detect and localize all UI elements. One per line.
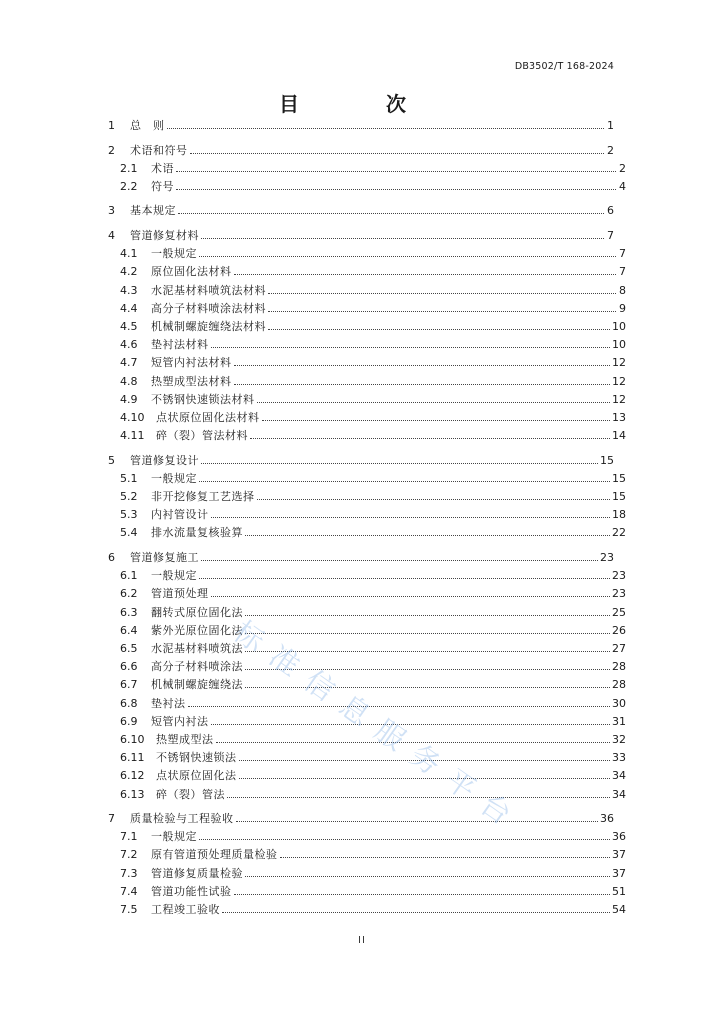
toc-leader-dots <box>234 384 611 385</box>
toc-entry-number: 1 <box>108 119 115 132</box>
toc-entry[interactable] <box>108 677 626 691</box>
toc-entry-title: 一般规定 <box>151 471 197 485</box>
toc-entry-page: 15 <box>600 453 614 467</box>
toc-entry-title: 碎（裂）管法材料 <box>156 429 248 443</box>
toc-entry-title: 管道修复质量检验 <box>151 866 243 880</box>
toc-entry-title: 点状原位固化法 <box>156 769 237 783</box>
toc-entry-number: 4.8 <box>120 374 138 388</box>
toc-entry-page: 12 <box>612 374 626 388</box>
toc-entry-number: 7.2 <box>120 848 138 862</box>
toc-entry[interactable] <box>108 246 626 260</box>
toc-entry-page: 34 <box>612 787 626 801</box>
toc-leader-dots <box>188 706 611 707</box>
toc-entry-page: 10 <box>612 338 626 352</box>
toc-entry[interactable] <box>108 118 614 132</box>
toc-entry-number: 4.2 <box>120 265 138 279</box>
toc-leader-dots <box>257 402 611 403</box>
toc-entry-page: 12 <box>612 392 626 406</box>
toc-entry-number: 4.9 <box>120 392 138 406</box>
toc-entry-page: 27 <box>612 641 626 655</box>
toc-entry-title: 管道修复施工 <box>130 550 199 564</box>
toc-entry-page: 4 <box>619 179 626 193</box>
toc-entry-number: 6.13 <box>120 787 145 801</box>
toc-entry-page: 1 <box>607 119 614 132</box>
toc-leader-dots <box>234 365 611 366</box>
toc-leader-dots <box>234 894 611 895</box>
toc-entry[interactable] <box>108 428 626 442</box>
toc-entry-page: 8 <box>619 283 626 297</box>
toc-entry[interactable] <box>108 884 626 898</box>
toc-entry-number: 4.11 <box>120 429 145 443</box>
toc-leader-dots <box>178 213 604 214</box>
toc-entry[interactable] <box>108 768 626 782</box>
toc-leader-dots <box>211 596 611 597</box>
toc-leader-dots <box>201 238 604 239</box>
toc-entry-number: 6.2 <box>120 587 138 601</box>
toc-entry-title: 管道功能性试验 <box>151 884 232 898</box>
toc-leader-dots <box>245 669 610 670</box>
toc-entry[interactable] <box>108 902 626 916</box>
toc-entry-page: 36 <box>612 830 626 844</box>
toc-entry-page: 23 <box>612 569 626 583</box>
toc-entry-title: 非开挖修复工艺选择 <box>151 490 255 503</box>
toc-entry-number: 5 <box>108 453 115 467</box>
toc-entry-title: 一般规定 <box>151 830 197 844</box>
toc-entry-page: 9 <box>619 301 626 315</box>
toc-entry-number: 5.4 <box>120 526 138 540</box>
toc-entry-title: 翻转式原位固化法 <box>151 605 243 619</box>
toc-entry-page: 36 <box>600 812 614 825</box>
toc-entry-title: 机械制螺旋缠绕法材料 <box>151 319 266 333</box>
toc-entry[interactable] <box>108 392 626 406</box>
toc-entry[interactable] <box>108 750 626 764</box>
toc-entry-number: 6.10 <box>120 732 145 746</box>
toc-entry-number: 5.2 <box>120 490 138 503</box>
toc-entry-page: 10 <box>612 319 626 333</box>
toc-entry[interactable] <box>108 507 626 521</box>
toc-entry-number: 4.5 <box>120 319 138 333</box>
toc-entry-title: 垫衬法 <box>151 696 186 710</box>
toc-entry-number: 6.8 <box>120 696 138 710</box>
toc-leader-dots <box>245 876 610 877</box>
toc-entry[interactable] <box>108 489 626 503</box>
toc-leader-dots <box>211 724 611 725</box>
toc-entry[interactable] <box>108 161 626 175</box>
toc-leader-dots <box>222 912 610 913</box>
toc-entry-page: 2 <box>619 161 626 175</box>
toc-entry[interactable] <box>108 228 614 242</box>
toc-entry-page: 13 <box>612 410 626 424</box>
toc-leader-dots <box>245 633 610 634</box>
toc-entry-title: 机械制螺旋缠绕法 <box>151 678 243 692</box>
toc-entry[interactable] <box>108 605 626 619</box>
toc-entry-title: 内衬管设计 <box>151 508 209 522</box>
toc-entry-page: 37 <box>612 848 626 862</box>
toc-entry-title: 热塑成型法材料 <box>151 374 232 388</box>
toc-entry-title: 管道修复材料 <box>130 228 199 242</box>
toc-entry-title: 符号 <box>151 179 174 193</box>
toc-entry[interactable] <box>108 143 614 157</box>
toc-leader-dots <box>227 797 610 798</box>
toc-entry-title: 不锈钢快速锁法 <box>156 751 237 765</box>
toc-leader-dots <box>268 329 610 330</box>
toc-leader-dots <box>250 438 610 439</box>
toc-leader-dots <box>199 256 616 257</box>
toc-entry[interactable] <box>108 586 626 600</box>
toc-leader-dots <box>262 420 611 421</box>
toc-entry[interactable] <box>108 264 626 278</box>
toc-entry-number: 7 <box>108 812 115 825</box>
toc-entry[interactable] <box>108 410 626 424</box>
toc-entry-number: 4.1 <box>120 247 138 261</box>
page-title-part1: 目 <box>279 92 299 116</box>
toc-entry[interactable] <box>108 641 626 655</box>
toc-entry[interactable] <box>108 319 626 333</box>
toc-entry-title: 原位固化法材料 <box>151 265 232 279</box>
toc-entry[interactable] <box>108 829 626 843</box>
toc-leader-dots <box>268 311 616 312</box>
toc-leader-dots <box>190 153 605 154</box>
toc-entry-number: 7.3 <box>120 866 138 880</box>
toc-leader-dots <box>211 347 611 348</box>
toc-entry-title: 术语 <box>151 161 174 175</box>
toc-leader-dots <box>245 651 610 652</box>
toc-entry-title: 一般规定 <box>151 247 197 261</box>
toc-entry[interactable] <box>108 696 626 710</box>
toc-entry-number: 5.3 <box>120 508 138 522</box>
toc-entry[interactable] <box>108 847 626 861</box>
toc-entry-title: 不锈钢快速锁法材料 <box>151 392 255 406</box>
toc-entry-page: 6 <box>607 204 614 218</box>
toc-entry-page: 23 <box>612 587 626 601</box>
toc-entry-title: 基本规定 <box>130 204 176 218</box>
toc-entry[interactable] <box>108 355 626 369</box>
toc-entry-page: 18 <box>612 508 626 522</box>
toc-entry-number: 6.7 <box>120 678 138 692</box>
toc-entry-page: 23 <box>600 550 614 564</box>
toc-entry-page: 28 <box>612 678 626 692</box>
toc-leader-dots <box>199 578 610 579</box>
toc-entry[interactable] <box>108 659 626 673</box>
toc-entry-page: 22 <box>612 526 626 540</box>
toc-leader-dots <box>257 499 611 500</box>
toc-entry-page: 2 <box>607 143 614 157</box>
toc-entry-page: 7 <box>619 247 626 261</box>
toc-entry[interactable] <box>108 337 626 351</box>
toc-entry-title: 垫衬法材料 <box>151 338 209 352</box>
toc-entry-title: 原有管道预处理质量检验 <box>151 848 278 862</box>
toc-leader-dots <box>201 463 598 464</box>
toc-entry-title: 紫外光原位固化法 <box>151 623 243 637</box>
toc-entry-page: 7 <box>619 265 626 279</box>
toc-entry-title: 短管内衬法 <box>151 714 209 728</box>
toc-leader-dots <box>245 687 610 688</box>
toc-leader-dots <box>199 481 610 482</box>
toc-entry[interactable] <box>108 714 626 728</box>
toc-entry-title: 高分子材料喷涂法 <box>151 660 243 674</box>
toc-entry-number: 4 <box>108 228 115 242</box>
toc-entry[interactable] <box>108 623 626 637</box>
toc-entry-page: 25 <box>612 605 626 619</box>
toc-entry-page: 32 <box>612 732 626 746</box>
toc-entry-number: 2 <box>108 143 115 157</box>
toc-entry-number: 6.3 <box>120 605 138 619</box>
toc-entry-number: 6.9 <box>120 714 138 728</box>
toc-leader-dots <box>268 293 616 294</box>
toc-entry-title: 水泥基材料喷筑法材料 <box>151 283 266 297</box>
toc-entry-title: 管道修复设计 <box>130 453 199 467</box>
toc-entry-title: 短管内衬法材料 <box>151 356 232 370</box>
toc-entry[interactable] <box>108 787 626 801</box>
toc-entry-page: 28 <box>612 660 626 674</box>
toc-leader-dots <box>216 742 611 743</box>
page-title-part2: 次 <box>386 92 406 116</box>
toc-entry-number: 6.6 <box>120 660 138 674</box>
toc-entry-number: 6.11 <box>120 751 145 765</box>
toc-leader-dots <box>167 128 605 129</box>
standard-code: DB3502/T 168-2024 <box>514 61 614 72</box>
toc-entry-page: 14 <box>612 429 626 443</box>
toc-entry-number: 6.5 <box>120 641 138 655</box>
toc-entry-page: 34 <box>612 769 626 783</box>
toc-entry-number: 7.5 <box>120 903 138 916</box>
toc-entry-title: 术语和符号 <box>130 143 188 157</box>
toc-entry-page: 33 <box>612 751 626 765</box>
toc-leader-dots <box>245 535 610 536</box>
toc-leader-dots <box>280 857 611 858</box>
toc-entry-title: 高分子材料喷涂法材料 <box>151 301 266 315</box>
toc-entry-page: 51 <box>612 884 626 898</box>
toc-entry[interactable] <box>108 866 626 880</box>
toc-entry-number: 6.4 <box>120 623 138 637</box>
toc-entry-number: 2.1 <box>120 161 138 175</box>
toc-entry-page: 12 <box>612 356 626 370</box>
toc-entry[interactable] <box>108 453 614 467</box>
toc-entry[interactable] <box>108 203 614 217</box>
toc-entry[interactable] <box>108 374 626 388</box>
toc-entry-number: 6.1 <box>120 569 138 583</box>
toc-entry-title: 一般规定 <box>151 569 197 583</box>
toc-entry-number: 2.2 <box>120 179 138 193</box>
toc-entry-number: 6 <box>108 550 115 564</box>
toc-leader-dots <box>236 821 599 822</box>
toc-entry-title: 总 则 <box>130 119 165 132</box>
toc-leader-dots <box>239 760 611 761</box>
page-title <box>0 88 724 116</box>
toc-leader-dots <box>245 615 610 616</box>
toc-entry[interactable] <box>108 301 626 315</box>
toc-entry[interactable] <box>108 525 626 539</box>
toc-leader-dots <box>239 778 611 779</box>
toc-entry-title: 热塑成型法 <box>156 732 214 746</box>
toc-entry-title: 管道预处理 <box>151 587 209 601</box>
toc-entry-title: 水泥基材料喷筑法 <box>151 641 243 655</box>
toc-leader-dots <box>199 839 610 840</box>
watermark: 标准信息服务平台 <box>227 614 529 840</box>
toc-entry-page: 26 <box>612 623 626 637</box>
toc-leader-dots <box>201 560 598 561</box>
toc-entry-page: 15 <box>612 471 626 485</box>
toc-entry-page: 7 <box>607 228 614 242</box>
toc-leader-dots <box>176 189 616 190</box>
toc-entry-number: 4.7 <box>120 356 138 370</box>
toc-entry[interactable] <box>108 732 626 746</box>
toc-leader-dots <box>211 517 611 518</box>
toc-entry[interactable] <box>108 471 626 485</box>
toc-entry-page: 15 <box>612 490 626 503</box>
toc-entry[interactable] <box>108 283 626 297</box>
toc-entry-title: 碎（裂）管法 <box>156 787 225 801</box>
toc-entry[interactable] <box>108 179 626 193</box>
toc-entry-page: 37 <box>612 866 626 880</box>
page-number: II <box>358 935 366 946</box>
toc-entry-title: 排水流量复核验算 <box>151 526 243 540</box>
toc-entry-page: 54 <box>612 903 626 916</box>
toc-entry[interactable] <box>108 568 626 582</box>
toc-entry-number: 4.4 <box>120 301 138 315</box>
toc-entry[interactable] <box>108 550 614 564</box>
toc-entry-title: 工程竣工验收 <box>151 903 220 916</box>
toc-entry-number: 5.1 <box>120 471 138 485</box>
toc-entry-number: 6.12 <box>120 769 145 783</box>
toc-entry-title: 质量检验与工程验收 <box>130 812 234 825</box>
toc-leader-dots <box>176 171 616 172</box>
toc-entry-page: 30 <box>612 696 626 710</box>
toc-entry-number: 7.1 <box>120 830 138 844</box>
toc-entry-page: 31 <box>612 714 626 728</box>
toc-entry[interactable] <box>108 811 614 825</box>
toc-entry-number: 4.10 <box>120 410 145 424</box>
toc-entry-title: 点状原位固化法材料 <box>156 410 260 424</box>
toc-entry-number: 4.3 <box>120 283 138 297</box>
toc-entry-number: 7.4 <box>120 884 138 898</box>
toc-entry-number: 4.6 <box>120 338 138 352</box>
toc-leader-dots <box>234 274 617 275</box>
toc-entry-number: 3 <box>108 204 115 218</box>
